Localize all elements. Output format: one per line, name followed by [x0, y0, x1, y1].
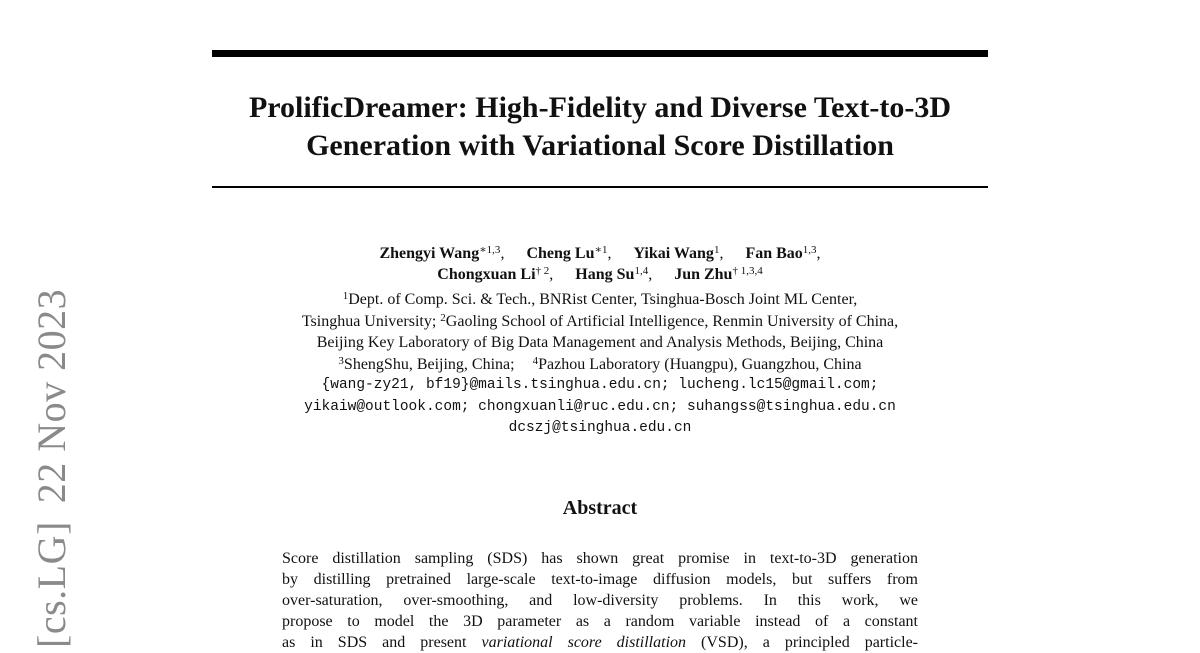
arxiv-date: 22 Nov 2023	[29, 288, 74, 504]
affiliation-text: Beijing Key Laboratory of Big Data Management and Analysis Methods, Beijing, China	[316, 334, 884, 351]
email-line: {wang-zy21, bf19}@mails.tsinghua.edu.cn; lucheng.lc15@gmail.com;	[321, 377, 879, 393]
title-bottom-rule	[212, 186, 988, 188]
affiliation-text: Tsinghua University;	[301, 312, 441, 330]
affiliation-text: ShengShu, Beijing, China;	[343, 355, 515, 373]
author-line-1: Zhengyi Wang$^{∗1,3}$, Cheng $Lu^{∗1}$, Yikai Wang$^1$, Fan Bao$^{1,3}$,	[379, 244, 821, 262]
author-mark: 1,3	[802, 244, 817, 256]
abstract-fragment: (VSD), a principled particle-	[686, 634, 919, 651]
email-line: dcszj@tsinghua.edu.cn	[508, 420, 692, 436]
arxiv-side-stamp	[28, 289, 76, 648]
abstract-emphasis: variational score distillation	[481, 634, 687, 651]
author-mark: ∗1,3	[479, 244, 501, 256]
author-list	[212, 243, 988, 285]
affiliation-line	[202, 311, 998, 333]
abstract-line: propose to model the 3D parameter as a random variable instead of a constant	[282, 613, 918, 630]
author-mark: ∗1	[594, 244, 608, 256]
author-name: Yikai Wang	[633, 245, 714, 262]
paper-title	[212, 89, 988, 165]
arxiv-category: [cs.LG]	[29, 521, 74, 648]
title-line-2: Generation with Variational Score Distillation	[306, 129, 894, 162]
abstract-heading: Abstract	[562, 497, 638, 519]
author-name: Cheng Lu	[526, 245, 595, 262]
abstract-text	[282, 548, 918, 653]
author-name: Chongxuan Li	[437, 266, 536, 283]
affiliation-text: Gaoling School of Artificial Intelligence, Renmin University of China,	[445, 312, 899, 330]
affiliation-line	[202, 354, 998, 376]
abstract-line: by distilling pretrained large-scale text-to-image diffusion models, but suffers from	[282, 571, 918, 588]
author-mark: † 2	[535, 265, 550, 277]
title-line-1: ProlificDreamer: High-Fidelity and Diverse Text-to-3D	[248, 91, 952, 124]
affiliation-mark: 3	[338, 354, 344, 367]
affiliations	[202, 289, 998, 440]
abstract-line: Score distillation sampling (SDS) has shown great promise in text-to-3D generation	[282, 550, 918, 567]
title-top-rule	[212, 50, 988, 57]
author-name: Fan Bao	[745, 245, 803, 262]
author-mark: 1,4	[634, 265, 649, 277]
author-name: Zhengyi Wang	[379, 245, 480, 262]
author-mark: † 1,3,4	[732, 265, 763, 277]
affiliation-text: Pazhou Laboratory (Huangpu), Guangzhou, China	[538, 355, 862, 373]
author-mark: 1	[713, 244, 720, 256]
email-line: yikaiw@outlook.com; chongxuanli@ruc.edu.cn; suhangss@tsinghua.edu.cn	[304, 398, 896, 415]
affiliation-mark: 4	[532, 354, 539, 367]
affiliation-mark: 2	[440, 311, 446, 324]
author-line-2: Chongxuan Li$^{\dagger 2}$, Hang Su$^{1,4}$, Jun Zhu$^{\dagger 1,3,4}$	[437, 265, 763, 283]
author-name: Hang Su	[575, 266, 635, 283]
abstract-line	[282, 632, 918, 653]
affiliation-mark: 1	[342, 290, 349, 302]
abstract-line: over-saturation, over-smoothing, and low-diversity problems. In this work, we	[282, 592, 918, 609]
affiliation-line	[202, 289, 998, 311]
affiliation-line	[202, 332, 998, 354]
affiliation-text: Dept. of Comp. Sci. & Tech., BNRist Center, Tsinghua-Bosch Joint ML Center,	[348, 291, 858, 308]
abstract-fragment: as in SDS and present	[282, 634, 482, 651]
author-name: Jun Zhu	[674, 266, 733, 283]
